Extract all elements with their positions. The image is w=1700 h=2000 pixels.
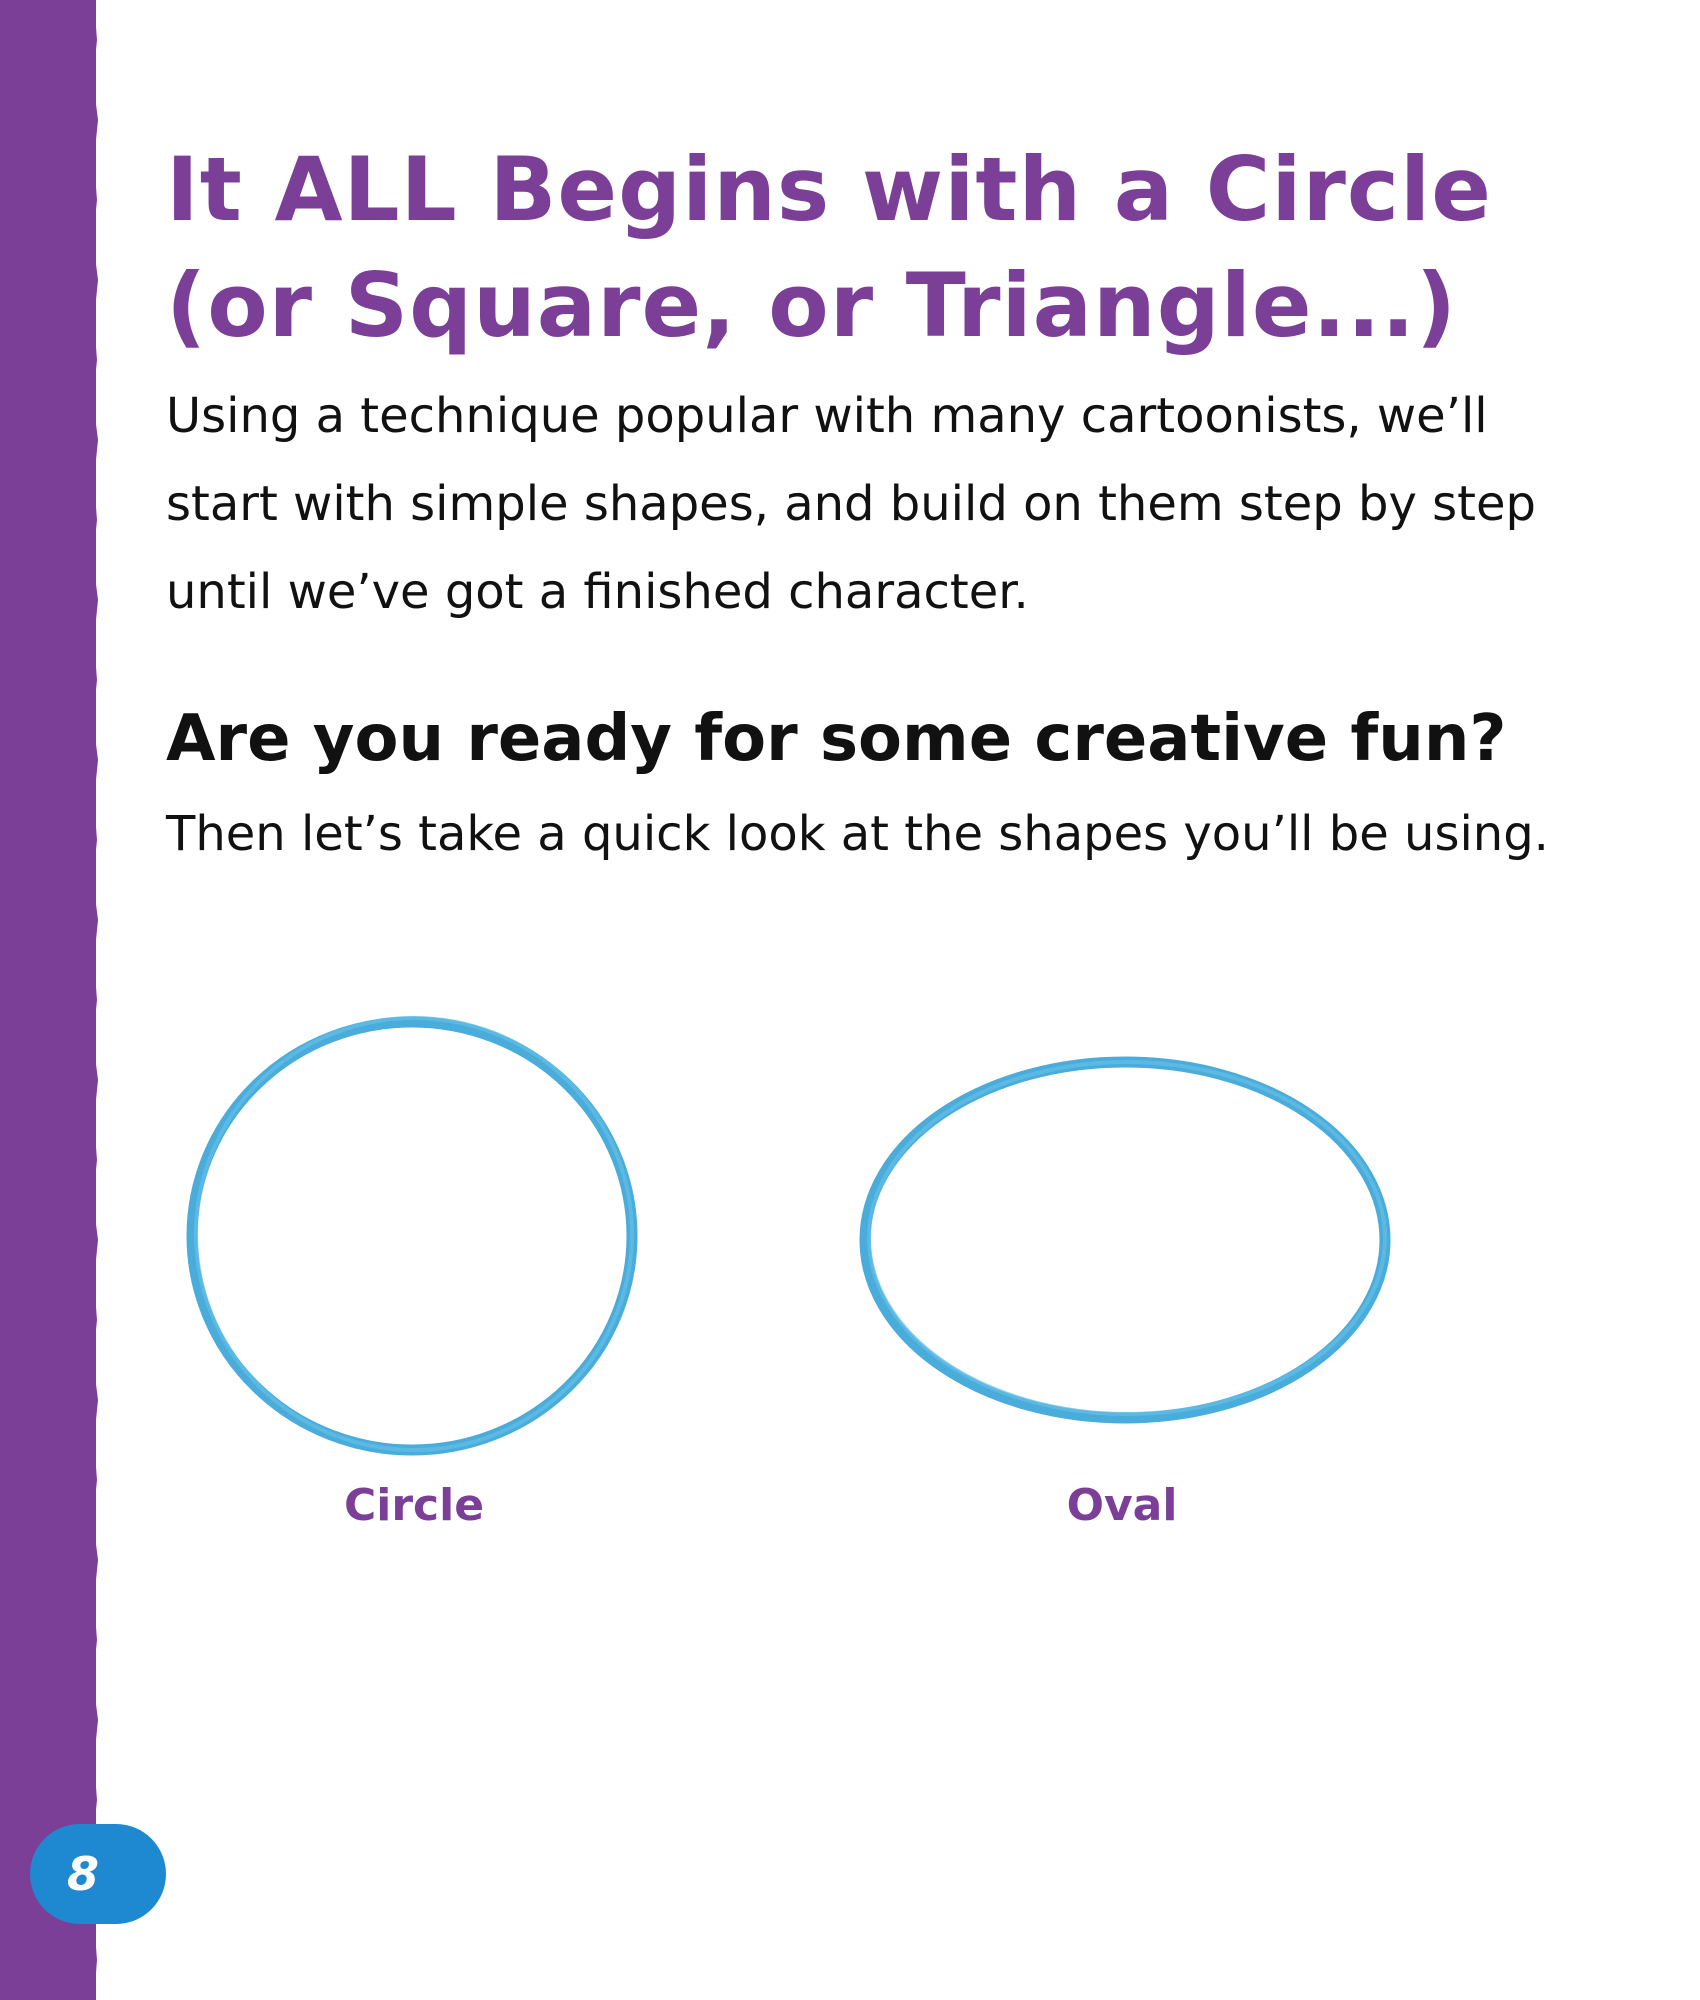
intro-text: Using a technique popular with many cartoonists, we’ll start with simple shapes, and build on them step by step until we’ve got a finished character. — [166, 388, 1536, 620]
oval-label: Oval — [1066, 1480, 1178, 1531]
page-side-bar — [0, 0, 96, 2000]
oval-shape — [865, 1062, 1385, 1418]
subheading: Are you ready for some creative fun? — [166, 702, 1507, 776]
page-number: 8 — [66, 1847, 99, 1901]
subheading-text: Then let’s take a quick look at the shapes you’ll be using. — [166, 806, 1549, 862]
circle-label: Circle — [343, 1480, 485, 1531]
side-bar-rough-edge — [88, 0, 100, 2000]
circle-shape — [192, 1018, 632, 1450]
page-title: It ALL Begins with a Circle (or Square, or Triangle...) — [166, 138, 1492, 357]
